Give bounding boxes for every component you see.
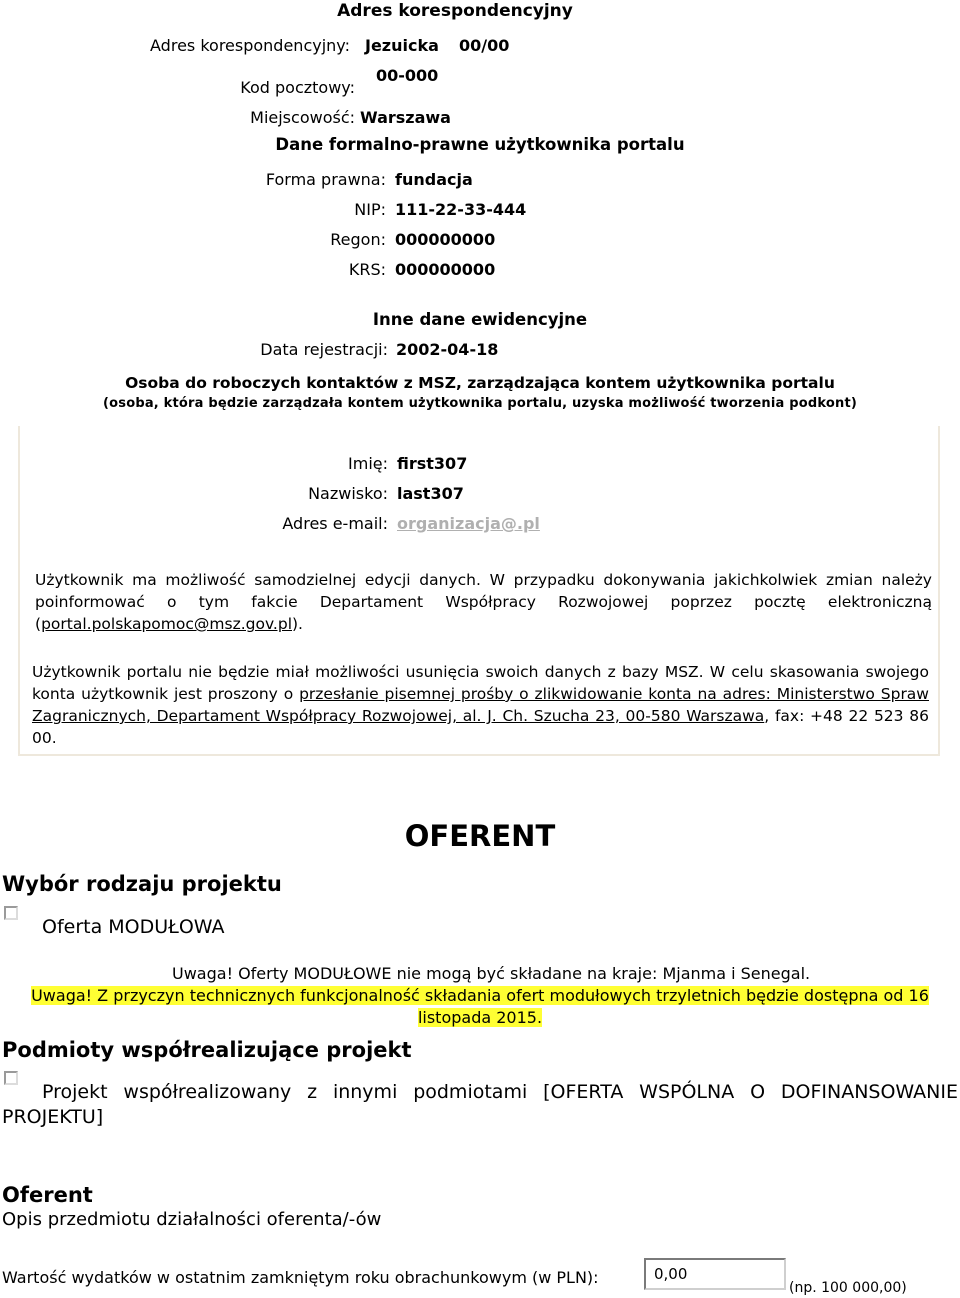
expenses-hint: (np. 100 000,00) — [789, 1280, 907, 1296]
activity-description-label: Opis przedmiotu działalności oferenta/-ów — [2, 1209, 382, 1230]
joint-offer-label: Projekt współrealizowany z innymi podmiotami [OFERTA WSPÓLNA O DOFINANSOWANIE PROJEKTU] — [2, 1081, 958, 1128]
first-name-value: first307 — [397, 454, 468, 473]
nip-label: NIP: — [354, 200, 386, 219]
krs-value: 000000000 — [395, 260, 496, 279]
registration-date-label: Data rejestracji: — [260, 340, 388, 359]
modular-note: Uwaga! Oferty MODUŁOWE nie mogą być składane na kraje: Mjanma i Senegal. — [172, 964, 811, 983]
oferent-title: OFERENT — [404, 819, 556, 853]
modular-offer-label: Oferta MODUŁOWA — [42, 916, 225, 938]
nip-value: 111-22-33-444 — [395, 200, 527, 219]
project-type-heading: Wybór rodzaju projektu — [2, 872, 282, 896]
delete-request-link[interactable]: przesłanie pisemnej prośby o zlikwidowanie konta na adres: Ministerstwo Spraw Zagranicznych, Departament Współpracy Rozwojowej, al. J. Ch. Szucha 23, 00-580 Warszawa — [32, 685, 929, 725]
postal-label: Kod pocztowy: — [240, 78, 355, 97]
regon-value: 000000000 — [395, 230, 496, 249]
address-heading: Adres korespondencyjny — [337, 1, 573, 21]
oferent-heading: Oferent — [2, 1183, 93, 1207]
expenses-label: Wartość wydatków w ostatnim zamkniętym roku obrachunkowym (w PLN): — [2, 1268, 599, 1287]
contact-heading: Osoba do roboczych kontaktów z MSZ, zarządzająca kontem użytkownika portalu — [125, 374, 835, 392]
city-value: Warszawa — [360, 108, 451, 127]
formal-heading: Dane formalno-prawne użytkownika portalu — [275, 135, 685, 154]
edit-info-text: Użytkownik ma możliwość samodzielnej edycji danych. W przypadku dokonywania jakichkolwiek zmian należy poinformować o tym fakcie Departament Współpracy Rozwojowej poprzez pocztę elektroniczną ( — [35, 571, 932, 633]
delete-info-tail: , fax: +48 22 523 86 00. — [32, 707, 929, 747]
address-label: Adres korespondencyjny: — [150, 36, 350, 55]
delete-info-text: Użytkownik portalu nie będzie miał możliwości usunięcia swoich danych z bazy MSZ. W celu skasowania swojego konta użytkownik jest proszony o — [32, 663, 929, 703]
city-label: Miejscowość: — [250, 108, 355, 127]
edit-info-paragraph — [35, 569, 932, 635]
other-heading: Inne dane ewidencyjne — [372, 310, 588, 329]
registration-date-value: 2002-04-18 — [396, 340, 499, 359]
legal-form-label: Forma prawna: — [265, 170, 386, 189]
partners-heading: Podmioty współrealizujące projekt — [2, 1038, 412, 1062]
address-number: 00/00 — [459, 36, 510, 55]
delete-info-paragraph — [32, 661, 929, 749]
address-street: Jezuicka — [365, 36, 439, 55]
technical-note — [12, 985, 948, 1029]
email-label: Adres e-mail: — [282, 514, 388, 533]
contact-subheading: (osoba, która będzie zarządzała kontem użytkownika portalu, uzyska możliwość tworzenia podkont) — [102, 396, 857, 411]
portal-email-link[interactable]: portal.polskapomoc@msz.gov.pl — [41, 615, 292, 633]
modular-offer-checkbox[interactable] — [4, 906, 18, 920]
legal-form-value: fundacja — [395, 170, 473, 189]
last-name-value: last307 — [397, 484, 464, 503]
first-name-label: Imię: — [348, 454, 388, 473]
email-link[interactable]: organizacja@.pl — [397, 514, 540, 533]
last-name-label: Nazwisko: — [308, 484, 388, 503]
edit-info-tail: ). — [292, 615, 303, 633]
regon-label: Regon: — [330, 230, 386, 249]
krs-label: KRS: — [348, 260, 386, 279]
expenses-input[interactable] — [644, 1258, 786, 1290]
postal-value: 00-000 — [376, 66, 439, 85]
technical-note-text: Uwaga! Z przyczyn technicznych funkcjonalność składania ofert modułowych trzyletnich będzie dostępna od 16 listopada 2015. — [31, 986, 929, 1027]
